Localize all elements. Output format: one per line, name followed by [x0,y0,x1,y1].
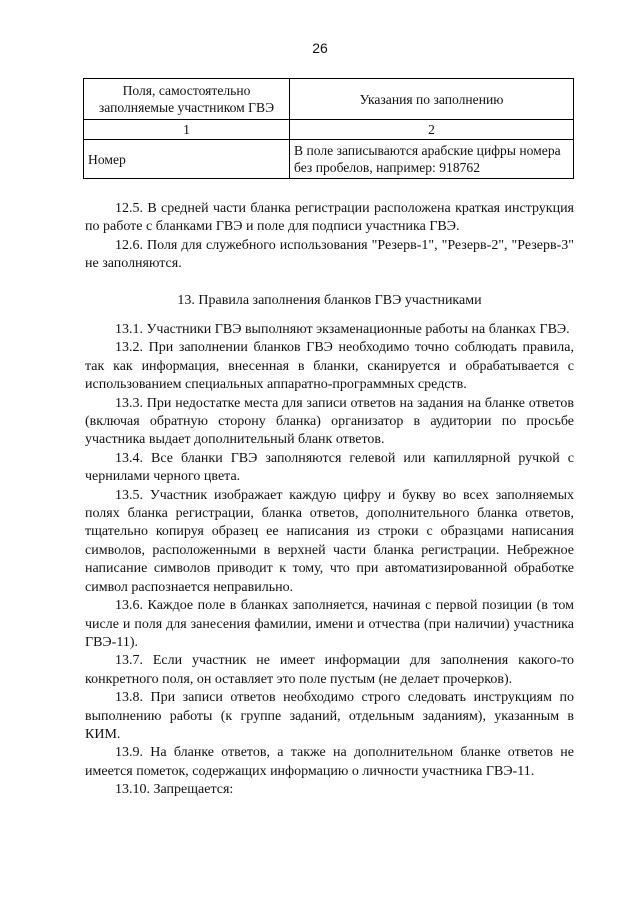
table-header-fields: Поля, самостоятельно заполняемые участником ГВЭ [84,79,290,120]
table-column-number-row [84,120,574,140]
paragraph-13-3: 13.3. При недостатке места для записи ответов на задания на бланке ответов (включая обратную сторону бланка) организатор в аудитории по просьбе участника выдает дополнительный бланк ответов. [85,395,574,448]
paragraph-13-1: 13.1. Участники ГВЭ выполняют экзаменационные работы на бланках ГВЭ. [115,322,570,337]
table-column-number-1: 1 [84,120,290,140]
paragraph-13-9: 13.9. На бланке ответов, а также на дополнительном бланке ответов не имеется пометок, содержащих информацию о личности участника ГВЭ-11. [85,745,574,779]
paragraph-13-2: 13.2. При заполнении бланков ГВЭ необходимо точно соблюдать правила, так как информация, внесенная в бланки, сканируется и обрабатывается с использованием специальных аппаратно-программных средств. [85,340,574,393]
top-paragraphs [85,200,574,274]
paragraph-13-8: 13.8. При записи ответов необходимо строго следовать инструкциям по выполнению работы (к группе заданий, отдельным заданиям), указанным в КИМ. [85,690,574,742]
table-cell-instruction: В поле записываются арабские цифры номера без пробелов, например: 918762 [290,140,574,179]
table-cell-field: Номер [84,140,290,179]
table-header-instructions: Указания по заполнению [290,79,574,120]
page-number: 26 [312,40,328,56]
table-column-number-2: 2 [290,120,574,140]
paragraph-13-10: 13.10. Запрещается: [115,782,234,798]
paragraph-12-5: 12.5. В средней части бланка регистрации расположена краткая инструкция по работе с бланками ГВЭ и поле для подписи участника ГВЭ. [85,201,574,235]
section-13-body [85,321,574,800]
table-row [84,140,574,179]
table-header-row [84,79,574,120]
section-heading: 13. Правила заполнения бланков ГВЭ участниками [177,293,482,308]
filling-instructions-table [83,78,574,179]
paragraph-12-6: 12.6. Поля для служебного использования "Резерв-1", "Резерв-2", "Резерв-3" не заполняются. [85,237,574,272]
paragraph-13-4: 13.4. Все бланки ГВЭ заполняются гелевой или капиллярной ручкой с чернилами черного цвета. [85,450,574,485]
paragraph-13-6: 13.6. Каждое поле в бланках заполняется, начиная с первой позиции (в том числе и поля для занесения фамилии, имени и отчества (при наличии) участника ГВЭ-11). [85,598,574,650]
paragraph-13-5: 13.5. Участник изображает каждую цифру и букву во всех заполняемых полях бланка регистрации, бланка ответов, дополнительного бланка ответов, тщательно копируя образец ее написания из строки с образцами написания символов, расположенными в верхней части бланка регистрации. Небрежное написание символов приводит к тому, что при автоматизированной обработке символ распознается неправильно. [85,487,574,595]
paragraph-13-7: 13.7. Если участник не имеет информации для заполнения какого-то конкретного поля, он оставляет это поле пустым (не делает прочерков). [85,653,574,687]
